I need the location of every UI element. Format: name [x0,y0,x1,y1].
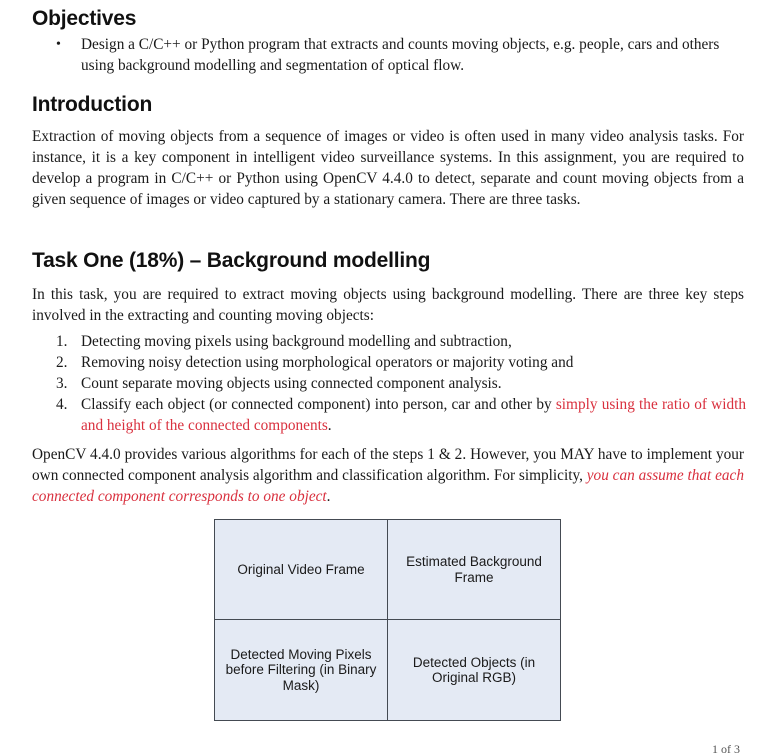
step-item [56,331,746,352]
step-item [56,373,746,394]
step-highlight-text: simply using the ratio of width and height of the connected components [81,396,746,434]
bullet-icon: • [56,37,61,52]
step-number: 1. [56,333,68,350]
task-one-note [32,444,744,507]
step-number: 4. [56,396,68,413]
step-text: Classify each object (or connected component) into person, car and other by [81,396,556,413]
task-one-intro: In this task, you are required to extract moving objects using background modelling. There are three key steps involved in the extracting and counting moving objects: [32,286,744,324]
step-text-end: . [327,417,332,434]
grid-cell-detected-objects: Detected Objects (in Original RGB) [412,654,536,685]
note-text-end: . [326,488,331,505]
step-item [56,352,746,373]
step-number: 3. [56,375,68,392]
step-text: Count separate moving objects using connected component analysis. [81,375,502,392]
output-layout-grid [214,519,561,721]
step-item [56,394,746,436]
objective-item: Design a C/C++ or Python program that extracts and counts moving objects, e.g. people, cars and others using background modelling and segmentation of optical flow. [81,36,720,74]
step-text: Removing noisy detection using morphological operators or majority voting and [81,354,574,371]
introduction-heading: Introduction [32,93,153,116]
page-indicator: 1 of 3 [712,742,740,756]
grid-cell-original-video-frame: Original Video Frame [215,520,388,620]
objectives-heading: Objectives [32,7,137,30]
step-number: 2. [56,354,68,371]
introduction-paragraph: Extraction of moving objects from a sequence of images or video is often used in many video analysis tasks. For instance, it is a key component in intelligent video surveillance systems. In this assignment, you are required to develop a program in C/C++ or Python using OpenCV 4.4.0 to detect, separate and count moving objects from a given sequence of images or video captured by a stationary camera. There are three tasks. [32,128,744,208]
task-one-steps-list [56,331,746,436]
note-text: OpenCV 4.4.0 provides various algorithms for each of the steps 1 & 2. However, you MAY have to implement your own connected component analysis algorithm and classification algorithm. For simplicity, [32,446,744,484]
grid-cell-detected-moving-pixels: Detected Moving Pixels before Filtering (in Binary Mask) [215,620,388,720]
note-highlight-text: you can assume that each connected component corresponds to one object [32,467,744,505]
step-text: Detecting moving pixels using background modelling and subtraction, [81,333,512,350]
grid-cell-estimated-background-frame: Estimated Background Frame [388,520,560,620]
task-one-heading: Task One (18%) – Background modelling [32,249,431,272]
